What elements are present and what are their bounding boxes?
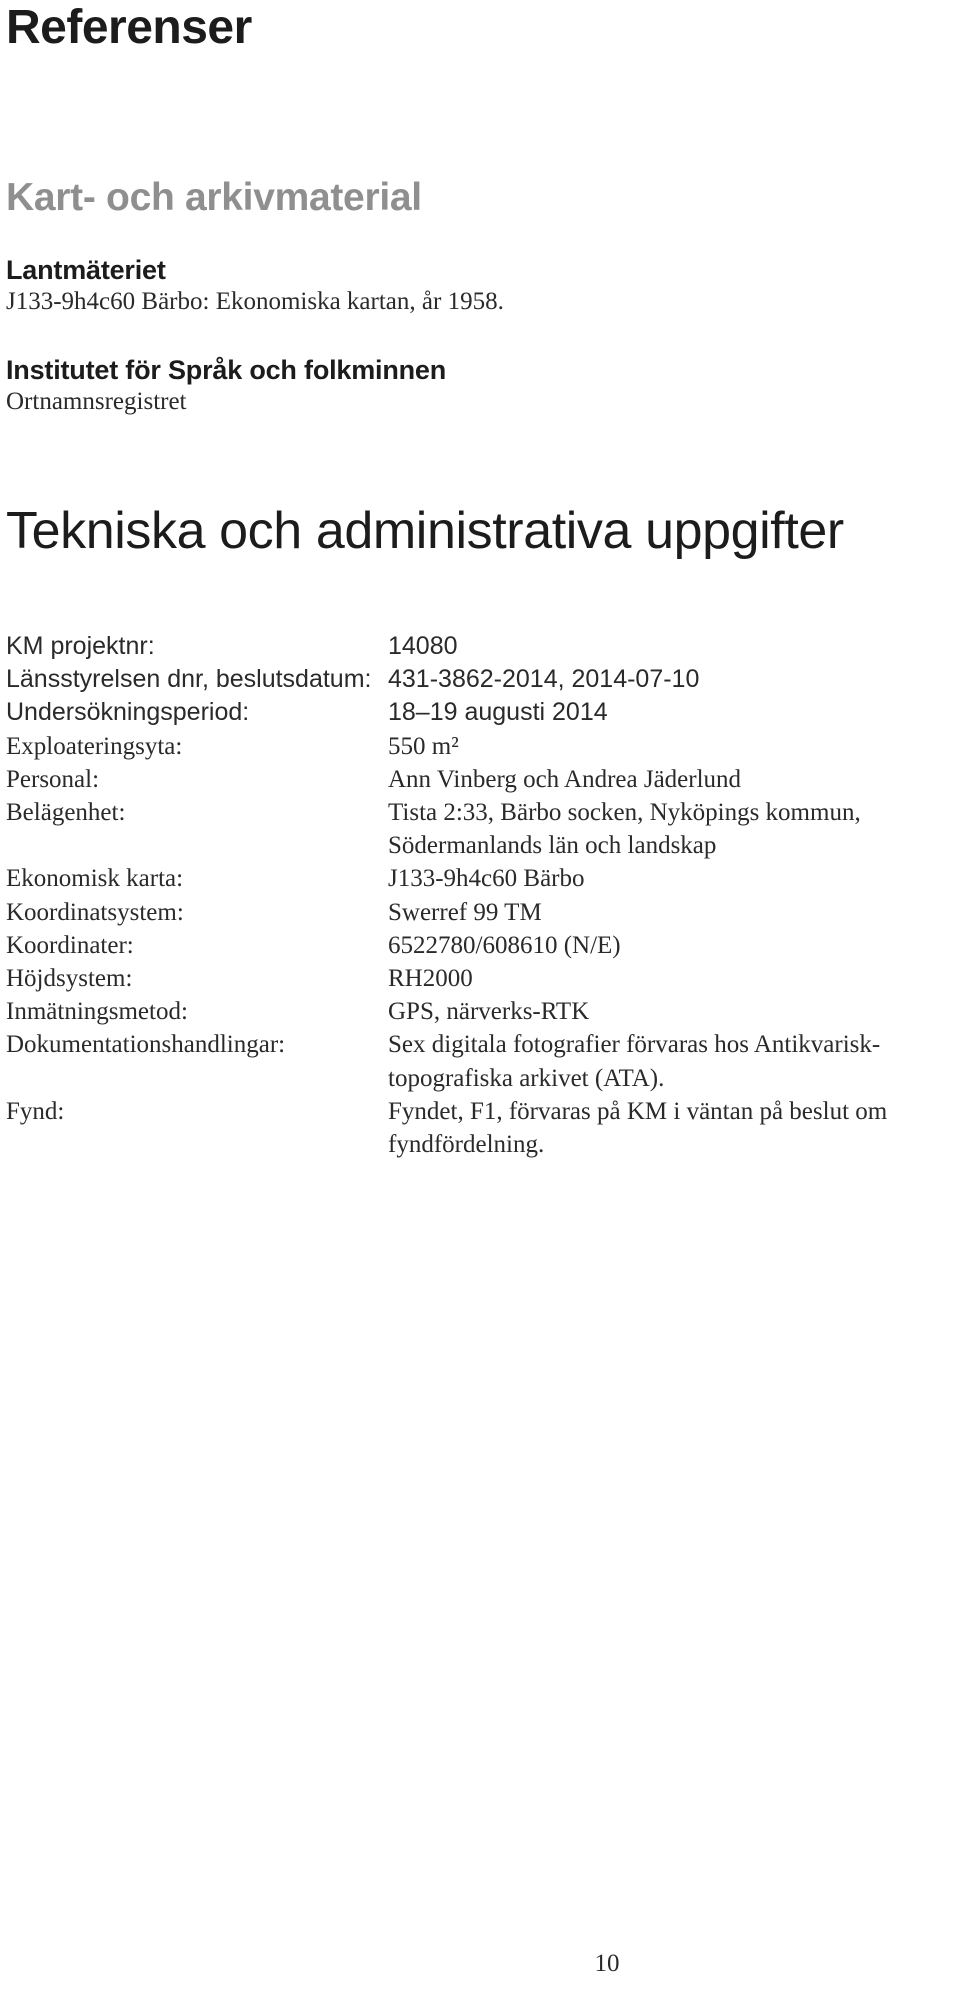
detail-row	[6, 663, 956, 696]
technical-details	[6, 630, 956, 1161]
detail-value	[388, 1095, 956, 1161]
detail-row	[6, 796, 956, 862]
detail-value-line: 550 m²	[388, 732, 459, 760]
section-heading-technical: Tekniska och administrativa uppgifter	[6, 502, 844, 560]
detail-value-line: 431-3862-2014, 2014-07-10	[388, 665, 700, 694]
detail-value-line: topografiska arkivet (ATA).	[388, 1064, 665, 1092]
detail-label: Fynd:	[6, 1097, 65, 1125]
detail-value	[388, 929, 956, 962]
detail-label: Inmätningsmetod:	[6, 998, 188, 1026]
detail-value-line: fyndfördelning.	[388, 1131, 545, 1159]
detail-value-line: Sex digitala fotografier förvaras hos Antikvarisk-	[388, 1031, 881, 1059]
detail-value-line: RH2000	[388, 965, 473, 993]
detail-row	[6, 630, 956, 663]
detail-value-line: Swerref 99 TM	[388, 898, 542, 926]
detail-label: Koordinatsystem:	[6, 898, 184, 926]
detail-row	[6, 962, 956, 995]
reference-heading: Institutet för Språk och folkminnen	[6, 355, 447, 385]
detail-row	[6, 929, 956, 962]
detail-row	[6, 730, 956, 763]
detail-value-line: Ann Vinberg och Andrea Jäderlund	[388, 765, 742, 793]
detail-row	[6, 1028, 956, 1094]
detail-value-line: 6522780/608610 (N/E)	[388, 931, 621, 959]
detail-label: Undersökningsperiod:	[6, 698, 250, 727]
detail-row	[6, 696, 956, 729]
detail-label: Exploateringsyta:	[6, 732, 183, 760]
detail-value-line: 14080	[388, 632, 458, 660]
detail-label: Belägenhet:	[6, 799, 126, 827]
section-heading-archive: Kart- och arkivmaterial	[6, 176, 422, 219]
detail-value	[388, 962, 956, 995]
detail-label: KM projektnr:	[6, 632, 155, 660]
detail-value	[388, 663, 956, 696]
detail-value	[388, 1028, 956, 1094]
reference-text: Ortnamnsregistret	[6, 388, 187, 415]
detail-value-line: 18–19 augusti 2014	[388, 698, 608, 727]
detail-label: Länsstyrelsen dnr, beslutsdatum:	[6, 665, 372, 694]
detail-value	[388, 995, 956, 1028]
detail-row	[6, 1095, 956, 1161]
page-title: Referenser	[6, 1, 252, 54]
detail-label: Ekonomisk karta:	[6, 865, 184, 893]
detail-value	[388, 763, 956, 796]
detail-value	[388, 862, 956, 895]
detail-label: Dokumentationshandlingar:	[6, 1031, 286, 1059]
detail-value	[388, 896, 956, 929]
detail-value	[388, 730, 956, 763]
detail-row	[6, 995, 956, 1028]
detail-value-line: Tista 2:33, Bärbo socken, Nyköpings kommun,	[388, 799, 861, 827]
detail-label: Koordinater:	[6, 931, 134, 959]
reference-heading: Lantmäteriet	[6, 255, 166, 285]
detail-value-line: Södermanlands län och landskap	[388, 832, 717, 860]
detail-value-line: J133-9h4c60 Bärbo	[388, 865, 585, 893]
page-number: 10	[594, 1950, 620, 1977]
detail-value-line: Fyndet, F1, förvaras på KM i väntan på beslut om	[388, 1097, 888, 1125]
reference-text: J133-9h4c60 Bärbo: Ekonomiska kartan, år 1958.	[6, 288, 504, 315]
detail-row	[6, 862, 956, 895]
detail-value	[388, 696, 956, 729]
detail-label: Höjdsystem:	[6, 965, 133, 993]
reference-isof	[6, 354, 946, 418]
detail-label: Personal:	[6, 765, 100, 793]
detail-value-line: GPS, närverks-RTK	[388, 998, 590, 1026]
detail-value	[388, 630, 956, 663]
detail-value	[388, 796, 956, 862]
reference-lantmateriet	[6, 254, 946, 318]
detail-row	[6, 763, 956, 796]
detail-row	[6, 896, 956, 929]
